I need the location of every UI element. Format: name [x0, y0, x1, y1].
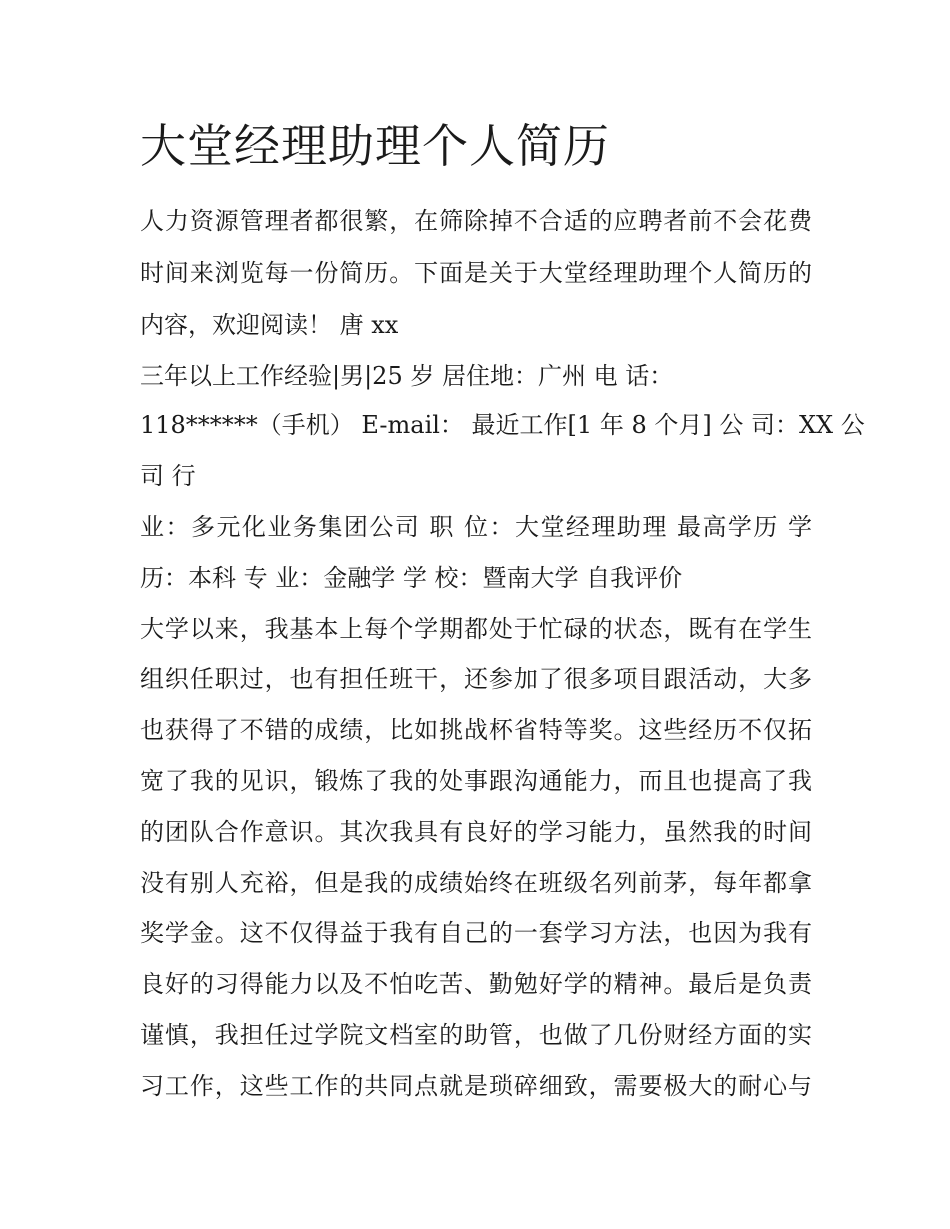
- intro-line-1: 人力资源管理者都很繁，在筛除掉不合适的应聘者前不会花费: [140, 207, 812, 235]
- info-line-contact: 118******（手机） E-mail： 最近工作[1 年 8 个月] 公 司：XX 公: [140, 411, 865, 439]
- self-eval-line-1: 大学以来，我基本上每个学期都处于忙碌的状态，既有在学生: [140, 615, 812, 643]
- self-eval-line-5: 的团队合作意识。其次我具有良好的学习能力，虽然我的时间: [140, 818, 812, 846]
- intro-line-2: 时间来浏览每一份简历。下面是关于大堂经理助理个人简历的: [140, 259, 812, 287]
- self-eval-line-7: 奖学金。这不仅得益于我有自己的一套学习方法，也因为我有: [140, 919, 812, 947]
- info-line-company-wrap: 司 行: [140, 462, 196, 490]
- document-title: 大堂经理助理个人简历: [140, 119, 610, 173]
- self-eval-line-2: 组织任职过，也有担任班干，还参加了很多项目跟活动，大多: [140, 665, 812, 693]
- self-eval-line-4: 宽了我的见识，锻炼了我的处事跟沟通能力，而且也提高了我: [140, 767, 812, 795]
- info-line-education: 历：本科 专 业：金融学 学 校：暨南大学 自我评价: [140, 564, 683, 592]
- self-eval-line-9: 谨慎，我担任过学院文档室的助管，也做了几份财经方面的实: [140, 1021, 812, 1049]
- self-eval-line-6: 没有别人充裕，但是我的成绩始终在班级名列前茅，每年都拿: [140, 869, 812, 897]
- info-line-industry: 业：多元化业务集团公司 职 位：大堂经理助理 最高学历 学: [140, 513, 812, 541]
- self-eval-line-10: 习工作，这些工作的共同点就是琐碎细致，需要极大的耐心与: [140, 1072, 812, 1100]
- intro-line-3: 内容，欢迎阅读！ 唐 xx: [140, 311, 399, 339]
- self-eval-line-3: 也获得了不错的成绩，比如挑战杯省特等奖。这些经历不仅拓: [140, 716, 812, 744]
- self-eval-line-8: 良好的习得能力以及不怕吃苦、勤勉好学的精神。最后是负责: [140, 970, 812, 998]
- info-line-experience: 三年以上工作经验|男|25 岁 居住地：广州 电 话：: [140, 362, 674, 390]
